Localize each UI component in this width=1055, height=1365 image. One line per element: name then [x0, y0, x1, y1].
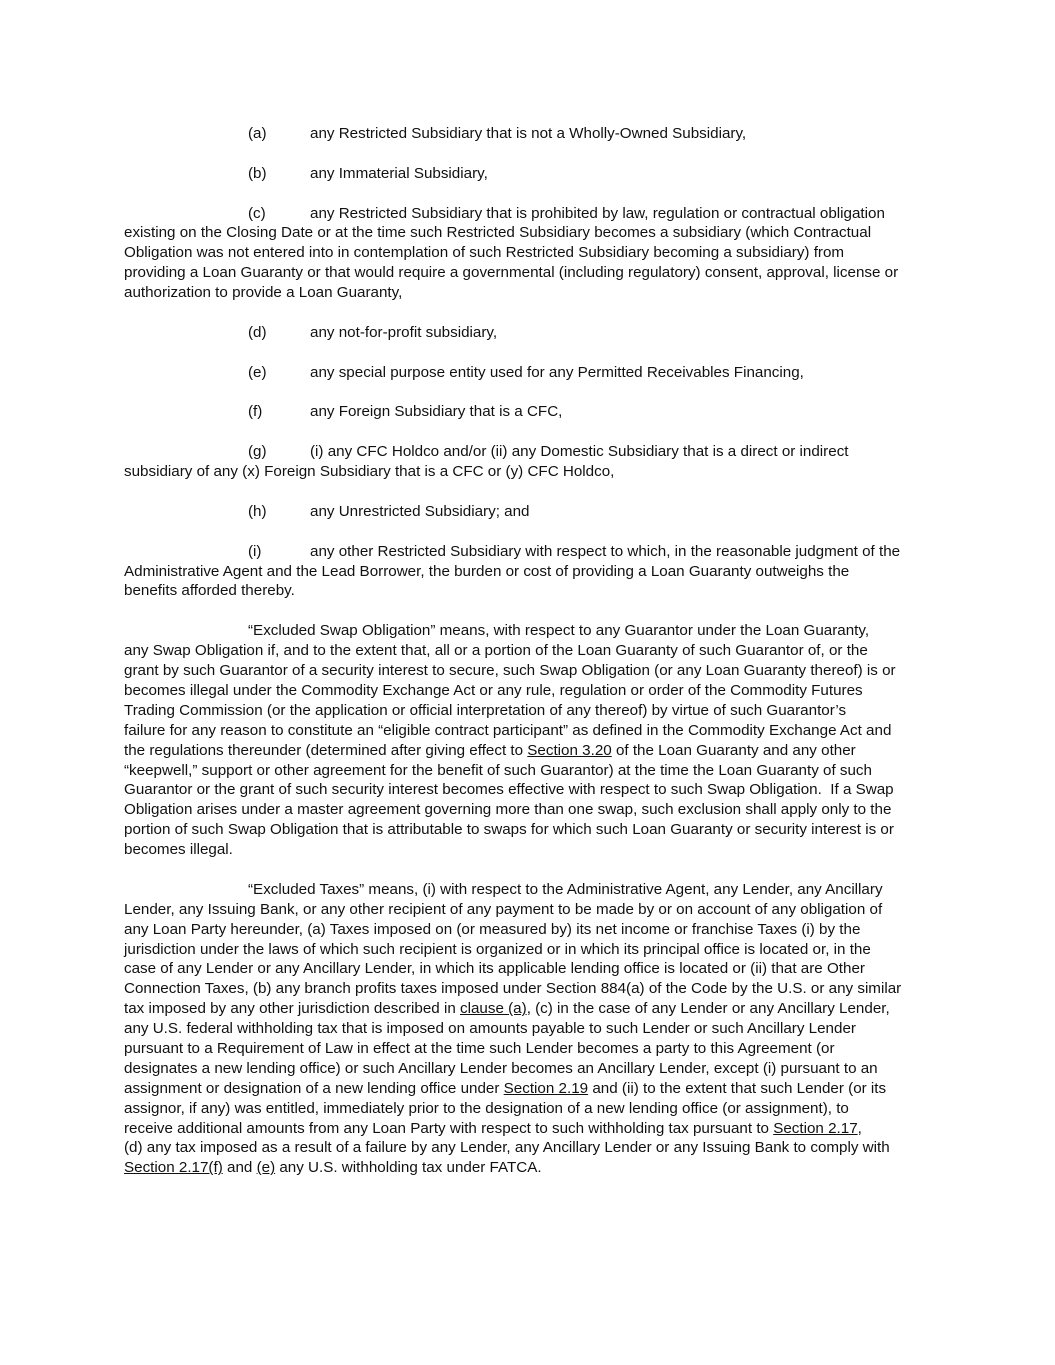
clause-paragraph	[124, 402, 944, 422]
text-line	[124, 1079, 944, 1099]
text-line	[124, 1119, 944, 1139]
text-line	[124, 621, 944, 641]
text-line	[124, 721, 944, 741]
clause-label: (b)	[248, 164, 267, 182]
cross-reference: Section 2.17(f)	[124, 1159, 223, 1177]
clause-paragraph	[124, 502, 944, 522]
cross-reference: clause (a)	[460, 1000, 527, 1018]
text-line	[124, 701, 944, 721]
line-text: any U.S. federal withholding tax that is imposed on amounts payable to such Lender or such Ancillary Lender	[124, 1020, 856, 1038]
line-text: any not-for-profit subsidiary,	[310, 323, 498, 341]
text-line	[124, 880, 944, 900]
text-line	[124, 800, 944, 820]
line-text: benefits afforded thereby.	[124, 582, 295, 600]
text-line	[124, 920, 944, 940]
text-line	[124, 741, 944, 761]
text-line	[124, 959, 944, 979]
text-line	[124, 1099, 944, 1119]
cross-reference: Section 3.20	[527, 741, 612, 759]
line-text: “Excluded Swap Obligation” means, with respect to any Guarantor under the Loan Guaranty,	[248, 622, 870, 640]
line-text: Obligation arises under a master agreement governing more than one swap, such exclusion shall apply only to the	[124, 801, 892, 819]
line-text: Obligation was not entered into in contemplation of such Restricted Subsidiary becoming a subsidiary) from	[124, 244, 845, 262]
line-text: existing on the Closing Date or at the time such Restricted Subsidiary becomes a subsidiary (which Contractual	[124, 224, 872, 242]
line-text: becomes illegal.	[124, 841, 233, 859]
line-text: Trading Commission (or the application or official interpretation of any thereof) by virtue of such Guarantor’s	[124, 701, 847, 719]
text-line	[124, 581, 944, 601]
text-line	[124, 124, 944, 144]
text-line	[124, 979, 944, 999]
line-text: Guarantor or the grant of such security interest becomes effective with respect to such Swap Obligation. If a Swap	[124, 781, 894, 799]
line-text: assignor, if any) was entitled, immediately prior to the designation of a new lending office (or assignment), to	[124, 1099, 849, 1117]
definition-paragraph	[124, 621, 944, 860]
line-text: authorization to provide a Loan Guaranty,	[124, 284, 403, 302]
text-line	[124, 1039, 944, 1059]
text-line	[124, 223, 944, 243]
line-text: and (ii) to the extent that such Lender (or its	[588, 1079, 887, 1097]
line-text: “keepwell,” support or other agreement for the benefit of such Guarantor) at the time the Loan Guaranty of such	[124, 761, 872, 779]
line-text: providing a Loan Guaranty or that would require a governmental (including regulatory) consent, approval, license or	[124, 264, 899, 282]
text-line	[124, 502, 944, 522]
line-text: and	[222, 1159, 257, 1177]
text-line	[124, 820, 944, 840]
text-line	[124, 542, 944, 562]
line-text: “Excluded Taxes” means, (i) with respect to the Administrative Agent, any Lender, any Ancillary	[248, 880, 883, 898]
line-text: subsidiary of any (x) Foreign Subsidiary that is a CFC or (y) CFC Holdco,	[124, 463, 615, 481]
line-text: any Restricted Subsidiary that is not a Wholly-Owned Subsidiary,	[310, 125, 747, 142]
line-text: , (c) in the case of any Lender or any Ancillary Lender,	[526, 1000, 890, 1018]
line-text: tax imposed by any other jurisdiction described in	[124, 1000, 460, 1018]
clause-label: (h)	[248, 502, 267, 520]
text-line	[124, 204, 944, 224]
line-text: becomes illegal under the Commodity Exchange Act or any rule, regulation or order of the Commodity Futures	[124, 681, 863, 699]
clause-paragraph	[124, 124, 944, 144]
text-line	[124, 1158, 944, 1178]
line-text: (d) any tax imposed as a result of a failure by any Lender, any Ancillary Lender or any Issuing Bank to comply with	[124, 1139, 890, 1157]
line-text: Lender, any Issuing Bank, or any other recipient of any payment to be made by or on account of any obligation of	[124, 900, 883, 918]
clause-paragraph	[124, 442, 944, 482]
text-line	[124, 462, 944, 482]
line-text: failure for any reason to constitute an “eligible contract participant” as defined in the Commodity Exchange Act and	[124, 721, 892, 739]
line-text: any special purpose entity used for any Permitted Receivables Financing,	[310, 363, 804, 381]
cross-reference: (e)	[256, 1159, 276, 1177]
text-line	[124, 661, 944, 681]
line-text: portion of such Swap Obligation that is attributable to swaps for which such Loan Guaranty or security interest is or	[124, 821, 894, 839]
text-line	[124, 1019, 944, 1039]
text-line	[124, 840, 944, 860]
text-line	[124, 442, 944, 462]
line-text: (i) any CFC Holdco and/or (ii) any Domestic Subsidiary that is a direct or indirect	[310, 443, 849, 461]
clause-paragraph	[124, 204, 944, 303]
clause-label: (d)	[248, 323, 267, 341]
clause-label: (g)	[248, 443, 267, 461]
text-line	[124, 780, 944, 800]
text-line	[124, 900, 944, 920]
line-text: the regulations thereunder (determined after giving effect to	[124, 741, 528, 759]
clause-paragraph	[124, 363, 944, 383]
text-line	[124, 243, 944, 263]
document-body	[124, 124, 944, 1198]
clause-paragraph	[124, 164, 944, 184]
line-text: any Unrestricted Subsidiary; and	[310, 502, 530, 520]
line-text: Administrative Agent and the Lead Borrower, the burden or cost of providing a Loan Guaranty outweighs the	[124, 562, 850, 580]
line-text: any Swap Obligation if, and to the extent that, all or a portion of the Loan Guaranty of such Guarantor of, or the	[124, 642, 868, 660]
line-text: assignment or designation of a new lending office under	[124, 1079, 504, 1097]
text-line	[124, 940, 944, 960]
line-text: Connection Taxes, (b) any branch profits taxes imposed under Section 884(a) of the Code by the U.S. or any similar	[124, 980, 902, 998]
text-line	[124, 562, 944, 582]
clause-paragraph	[124, 323, 944, 343]
clause-paragraph	[124, 542, 944, 602]
text-line	[124, 363, 944, 383]
definition-paragraph	[124, 880, 944, 1178]
line-text: any Restricted Subsidiary that is prohibited by law, regulation or contractual obligation	[310, 204, 885, 222]
line-text: of the Loan Guaranty and any other	[611, 741, 856, 759]
line-text: any U.S. withholding tax under FATCA.	[275, 1159, 542, 1177]
line-text: any Loan Party hereunder, (a) Taxes imposed on (or measured by) its net income or franchise Taxes (i) by the	[124, 920, 861, 938]
text-line	[124, 1138, 944, 1158]
line-text: any Immaterial Subsidiary,	[310, 164, 488, 182]
text-line	[124, 323, 944, 343]
line-text: any Foreign Subsidiary that is a CFC,	[310, 403, 563, 421]
text-line	[124, 999, 944, 1019]
line-text: ,	[857, 1119, 862, 1137]
line-text: case of any Lender or any Ancillary Lender, in which its applicable lending office is located or (ii) that are Other	[124, 960, 865, 978]
text-line	[124, 402, 944, 422]
text-line	[124, 283, 944, 303]
line-text: pursuant to a Requirement of Law in effect at the time such Lender becomes a party to this Agreement (or	[124, 1039, 835, 1057]
clause-label: (i)	[248, 542, 262, 560]
text-line	[124, 681, 944, 701]
line-text: receive additional amounts from any Loan Party with respect to such withholding tax pursuant to	[124, 1119, 774, 1137]
text-line	[124, 164, 944, 184]
clause-label: (f)	[248, 403, 263, 421]
clause-label: (a)	[248, 125, 267, 142]
cross-reference: Section 2.19	[503, 1079, 589, 1097]
line-text: jurisdiction under the laws of which such recipient is organized or in which its principal office is located or, in the	[124, 940, 871, 958]
line-text: any other Restricted Subsidiary with respect to which, in the reasonable judgment of the	[310, 542, 901, 560]
clause-label: (e)	[248, 363, 267, 381]
line-text: designates a new lending office) or such Ancillary Lender becomes an Ancillary Lender, except (i) pursuant to an	[124, 1059, 878, 1077]
text-line	[124, 263, 944, 283]
line-text: grant by such Guarantor of a security interest to secure, such Swap Obligation (or any Loan Guaranty thereof) is or	[124, 662, 896, 680]
text-line	[124, 761, 944, 781]
text-line	[124, 1059, 944, 1079]
text-line	[124, 641, 944, 661]
clause-label: (c)	[248, 204, 266, 222]
cross-reference: Section 2.17	[773, 1119, 858, 1137]
